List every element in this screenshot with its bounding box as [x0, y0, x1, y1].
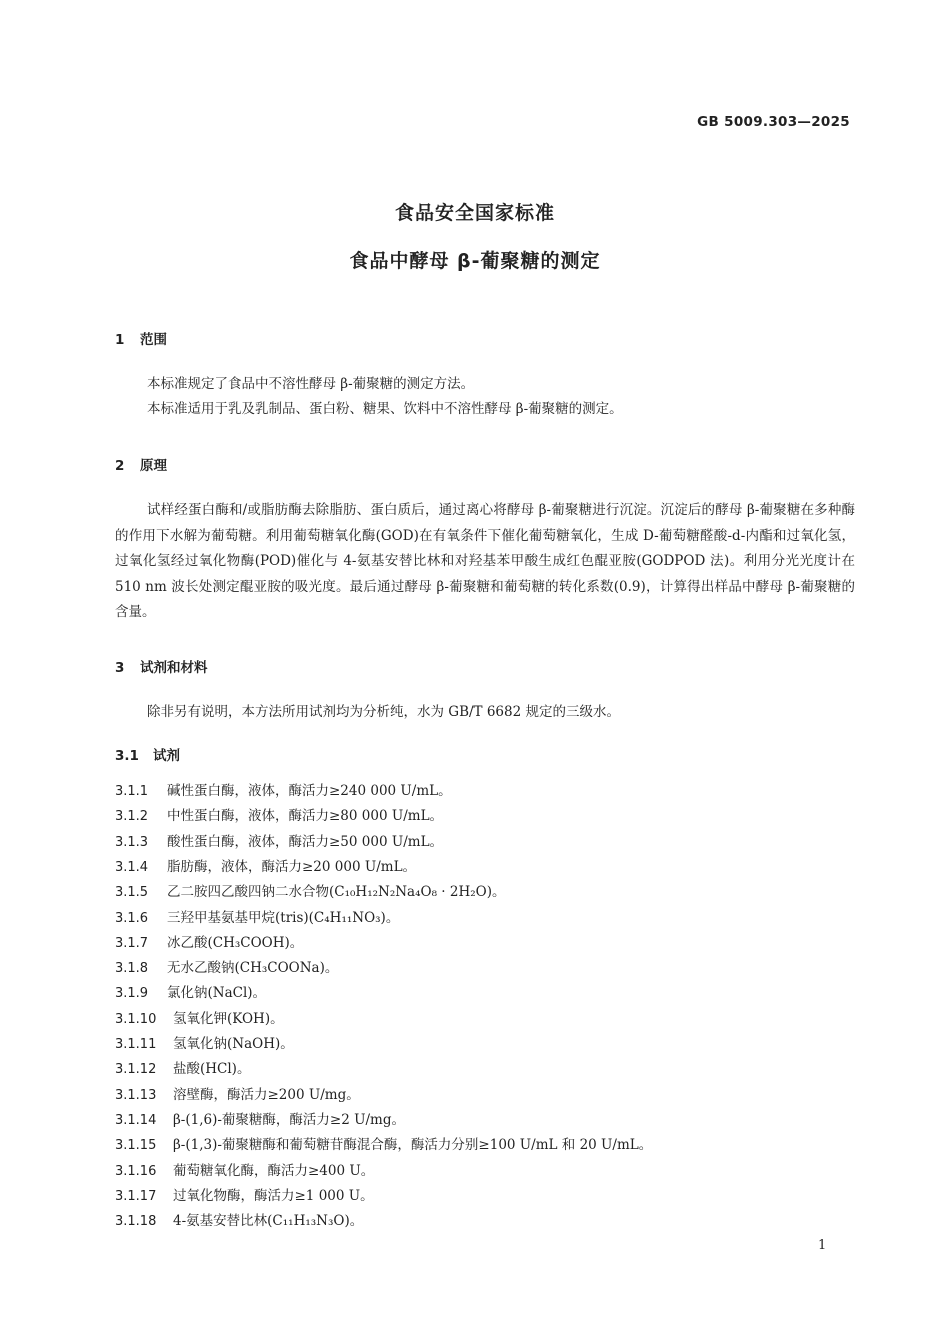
reagent-number: 3.1.6 [115, 910, 149, 926]
standard-number: GB 5009.303—2025 [697, 114, 850, 130]
reagent-item [115, 1209, 363, 1229]
principle-paragraph: 试样经蛋白酶和/或脂肪酶去除脂肪、蛋白质后，通过离心将酵母 β-葡聚糖进行沉淀。沉淀后的酵母 β-葡聚糖在多种酶的作用下水解为葡萄糖。利用葡萄糖氧化酶(GOD)在有氧条件下催化葡萄糖氧化，生成 D-葡萄糖醛酸-d-内酯和过氧化氢，过氧化氢经过氧化物酶(POD)催化与 4-氨基安替比林和对羟基苯甲酸生成红色醌亚胺(GODPOD 法)。利用分光光度计在 510 nm 波长处测定醌亚胺的吸光度。最后通过酵母 β-葡聚糖和葡萄糖的转化系数(0.9)，计算得出样品中酵母 β-葡聚糖的含量。 [115, 502, 855, 620]
reagent-item [115, 1032, 294, 1052]
reagent-number: 3.1.8 [115, 961, 149, 977]
reagent-number: 3.1.16 [115, 1163, 157, 1179]
reagent-item [115, 956, 338, 976]
reagent-text: 氢氧化钠(NaOH)。 [173, 1036, 294, 1052]
scope-paragraph-2: 本标准适用于乳及乳制品、蛋白粉、糖果、饮料中不溶性酵母 β-葡聚糖的测定。 [147, 401, 623, 417]
section-title: 原理 [140, 458, 167, 474]
section-2-heading [115, 454, 167, 474]
reagent-text: 无水乙酸钠(CH₃COONa)。 [167, 960, 339, 977]
reagent-text: 酸性蛋白酶，液体，酶活力≥50 000 U/mL。 [167, 833, 444, 850]
reagent-number: 3.1.10 [115, 1011, 157, 1027]
subsection-3-1-heading [115, 744, 180, 764]
reagent-number: 3.1.4 [115, 859, 149, 875]
reagent-number: 3.1.3 [115, 834, 149, 850]
reagent-text: 氢氧化钾(KOH)。 [173, 1010, 284, 1027]
reagent-text: 冰乙酸(CH₃COOH)。 [167, 934, 304, 951]
reagent-text: 乙二胺四乙酸四钠二水合物(C₁₀H₁₂N₂Na₄O₈ · 2H₂O)。 [167, 884, 506, 901]
reagent-number: 3.1.2 [115, 809, 149, 825]
section-number: 1 [115, 332, 125, 348]
reagent-text: 盐酸(HCl)。 [173, 1061, 251, 1078]
reagent-number: 3.1.7 [115, 935, 149, 951]
reagent-text: 中性蛋白酶，液体，酶活力≥80 000 U/mL。 [167, 808, 444, 825]
reagent-text: 过氧化物酶，酶活力≥1 000 U。 [173, 1187, 374, 1204]
reagent-item [115, 779, 452, 799]
section-3-heading [115, 656, 208, 676]
page-number: 1 [818, 1238, 827, 1253]
reagent-item [115, 880, 505, 900]
reagent-text: 4-氨基安替比林(C₁₁H₁₃N₃O)。 [173, 1213, 364, 1230]
reagent-item [115, 981, 266, 1001]
reagent-number: 3.1.18 [115, 1214, 157, 1230]
reagent-number: 3.1.1 [115, 784, 149, 799]
reagent-item [115, 1159, 374, 1179]
reagent-text: 葡萄糖氧化酶，酶活力≥400 U。 [173, 1162, 375, 1179]
reagent-number: 3.1.14 [115, 1112, 157, 1128]
reagent-text: 氯化钠(NaCl)。 [167, 985, 267, 1002]
reagent-item [115, 804, 443, 824]
reagent-item [115, 1108, 405, 1128]
reagent-number: 3.1.5 [115, 885, 149, 901]
reagent-item [115, 931, 303, 951]
reagent-item [115, 855, 416, 875]
subsection-number: 3.1 [115, 748, 139, 764]
reagent-item [115, 1184, 374, 1204]
document-title: 食品安全国家标准 [394, 202, 555, 224]
reagent-text: 三羟甲基氨基甲烷(tris)(C₄H₁₁NO₃)。 [167, 909, 400, 926]
reagent-number: 3.1.17 [115, 1188, 157, 1204]
reagent-item [115, 830, 443, 850]
section-number: 2 [115, 458, 125, 474]
section-title: 试剂和材料 [140, 660, 208, 676]
section-title: 范围 [140, 332, 167, 348]
reagent-text: β-(1,3)-葡聚糖酶和葡萄糖苷酶混合酶，酶活力分别≥100 U/mL 和 20 U/mL。 [173, 1137, 653, 1154]
reagent-item [115, 906, 399, 926]
reagent-number: 3.1.11 [115, 1037, 157, 1052]
reagent-number: 3.1.12 [115, 1062, 157, 1078]
reagent-text: β-(1,6)-葡聚糖酶，酶活力≥2 U/mg。 [173, 1111, 405, 1128]
reagent-number: 3.1.9 [115, 986, 149, 1002]
reagent-number: 3.1.15 [115, 1138, 157, 1154]
reagent-text: 脂肪酶，液体，酶活力≥20 000 U/mL。 [167, 858, 417, 875]
section-number: 3 [115, 660, 125, 676]
reagent-item [115, 1083, 360, 1103]
reagent-text: 碱性蛋白酶，液体，酶活力≥240 000 U/mL。 [167, 783, 452, 799]
subsection-title: 试剂 [153, 748, 180, 764]
reagent-item [115, 1057, 250, 1077]
document-subtitle: 食品中酵母 β-葡聚糖的测定 [349, 250, 601, 272]
scope-paragraph-1: 本标准规定了食品中不溶性酵母 β-葡聚糖的测定方法。 [147, 376, 475, 392]
reagent-item [115, 1133, 652, 1153]
reagent-text: 溶壁酶，酶活力≥200 U/mg。 [173, 1086, 360, 1103]
section-1-heading [115, 328, 167, 348]
reagents-paragraph: 除非另有说明，本方法所用试剂均为分析纯，水为 GB/T 6682 规定的三级水。 [147, 704, 620, 720]
reagent-number: 3.1.13 [115, 1087, 157, 1103]
reagent-item [115, 1007, 284, 1027]
